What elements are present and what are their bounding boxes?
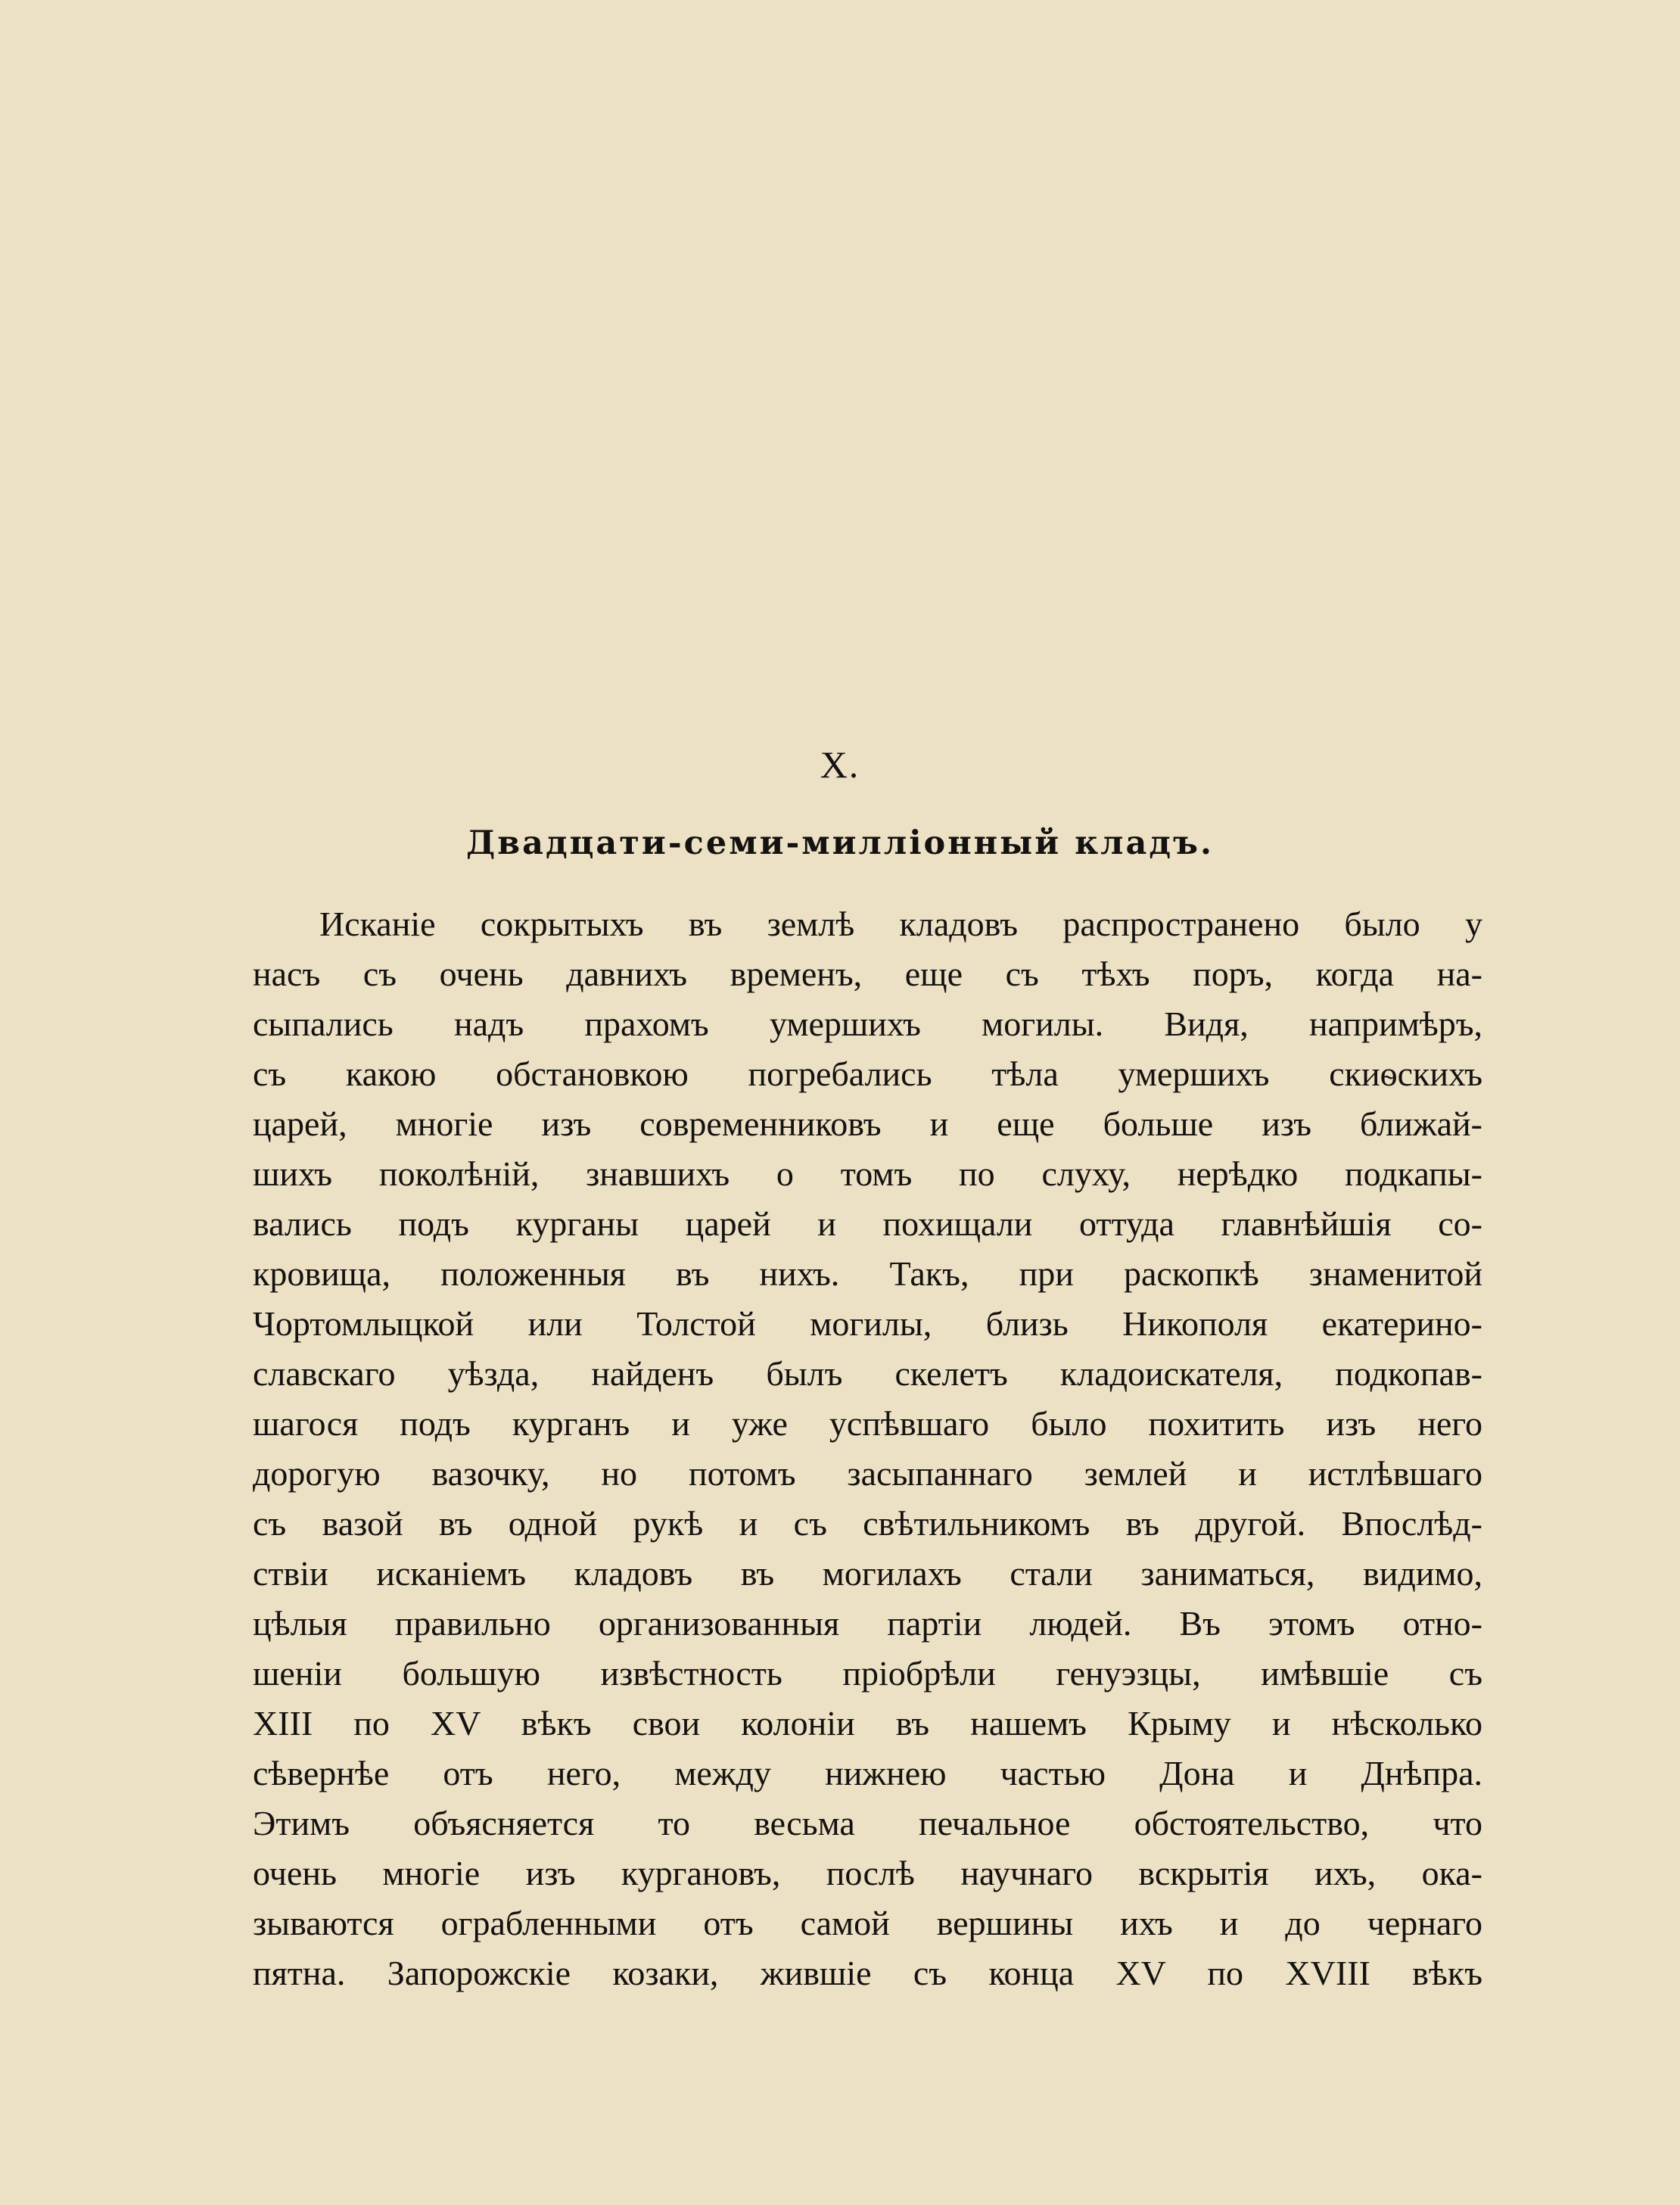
chapter-title: Двадцати-семи-милліонный кладъ. [466,824,1214,862]
text-line: сѣвернѣе отъ него, между нижнею частью Дона и Днѣпра. [253,1754,1482,1792]
text-line: XIII по XV вѣкъ свои колоніи въ нашемъ Крыму и нѣсколько [253,1704,1482,1743]
text-line: насъ съ очень давнихъ временъ, еще съ тѣхъ поръ, когда на- [253,955,1482,993]
text-line: ствіи исканіемъ кладовъ въ могилахъ стали заниматься, видимо, [253,1554,1482,1593]
text-line: пятна. Запорожскіе козаки, жившіе съ конца XV по XVIII вѣкъ [253,1954,1482,1992]
text-line: вались подъ курганы царей и похищали оттуда главнѣйшія со- [253,1204,1482,1243]
text-line: кровища, положенныя въ нихъ. Такъ, при раскопкѣ знаменитой [253,1254,1482,1293]
text-line: цѣлыя правильно организованныя партіи людей. Въ этомъ отно- [253,1604,1482,1643]
text-line: дорогую вазочку, но потомъ засыпаннаго землей и истлѣвшаго [253,1454,1482,1493]
text-line: зываются ограбленными отъ самой вершины ихъ и до чернаго [253,1904,1482,1942]
text-line: шагося подъ курганъ и уже успѣвшаго было похитить изъ него [253,1404,1482,1443]
text-line: Исканіе сокрытыхъ въ землѣ кладовъ распространено было у [319,905,1482,943]
text-line: Чортомлыцкой или Толстой могилы, близь Никополя екатерино- [253,1304,1482,1343]
chapter-number: X. [820,743,860,786]
text-line: съ вазой въ одной рукѣ и съ свѣтильникомъ въ другой. Впослѣд- [253,1504,1482,1543]
text-line: царей, многіе изъ современниковъ и еще больше изъ ближай- [253,1104,1482,1143]
text-line: сыпались надъ прахомъ умершихъ могилы. Видя, напримѣръ, [253,1004,1482,1043]
text-line: шеніи большую извѣстность пріобрѣли генуэзцы, имѣвшіе съ [253,1654,1482,1693]
text-line: шихъ поколѣній, знавшихъ о томъ по слуху, нерѣдко подкапы- [253,1154,1482,1193]
text-line: очень многіе изъ кургановъ, послѣ научнаго вскрытія ихъ, ока- [253,1854,1482,1892]
text-line: съ какою обстановкою погребались тѣла умершихъ скиѳскихъ [253,1054,1482,1093]
text-line: славскаго уѣзда, найденъ былъ скелетъ кладоискателя, подкопав- [253,1354,1482,1393]
text-line: Этимъ объясняется то весьма печальное обстоятельство, что [253,1804,1482,1842]
body-paragraph [253,899,1482,1998]
